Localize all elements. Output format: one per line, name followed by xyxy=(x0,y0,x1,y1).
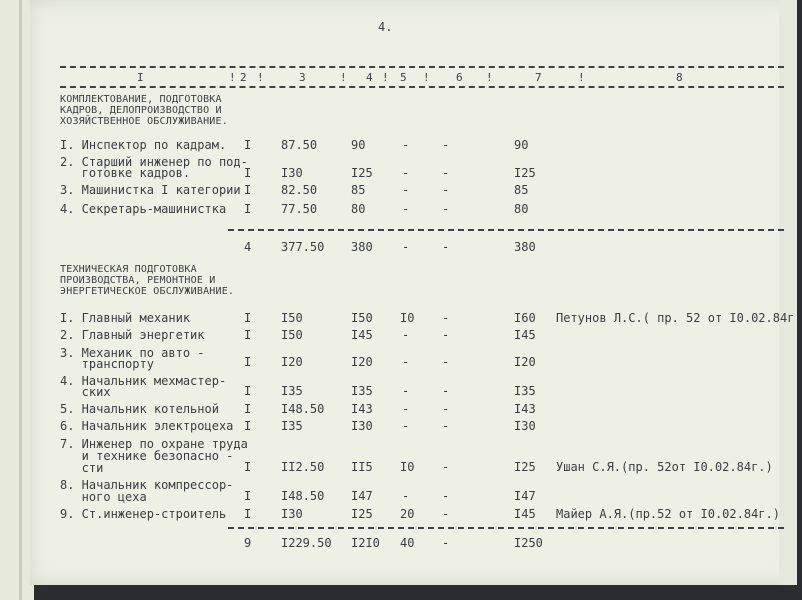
row-name: 4. Начальник мехмастер- xyxy=(60,374,227,388)
cell-c6: - xyxy=(442,384,450,398)
cell-c4: I30 xyxy=(351,419,373,433)
header-col-separator: ! xyxy=(382,71,389,84)
row-name: 3. Механик по авто - xyxy=(60,346,205,360)
section2-title-line: ЭНЕРГЕТИЧЕСКОЕ ОБСЛУЖИВАНИЕ. xyxy=(60,286,235,297)
page-number: 4. xyxy=(378,20,393,34)
cell-c2: I xyxy=(244,355,252,369)
cell-c3: I48.50 xyxy=(281,489,325,503)
total-c4: 380 xyxy=(351,240,373,254)
cell-c3: I30 xyxy=(281,166,303,180)
row-name: 7. Инженер по охране труда xyxy=(60,437,248,451)
cell-c6: - xyxy=(442,489,450,503)
row-name: 6. Начальник электроцеха xyxy=(60,419,234,433)
cell-c7: 80 xyxy=(514,202,529,216)
cell-c5: I0 xyxy=(400,311,415,325)
cell-c2: I xyxy=(244,489,252,503)
total-c3: 377.50 xyxy=(281,240,325,254)
cell-c3: I30 xyxy=(281,507,303,521)
row-name: I. Главный механик xyxy=(60,311,191,325)
cell-c5: - xyxy=(402,328,410,342)
total-c3: I229.50 xyxy=(281,536,332,550)
cell-c7: 90 xyxy=(514,138,529,152)
cell-c6: - xyxy=(442,183,450,197)
header-col-separator: ! xyxy=(340,71,347,84)
row-name: 8. Начальник компрессор- xyxy=(60,478,234,492)
cell-c4: I47 xyxy=(351,489,373,503)
cell-c4: I35 xyxy=(351,384,373,398)
header-bottom-rule xyxy=(60,86,784,88)
cell-c5: 20 xyxy=(400,507,415,521)
total-c7: I250 xyxy=(514,536,543,550)
page-binding-line xyxy=(19,0,22,600)
cell-c6: - xyxy=(442,419,450,433)
cell-c2: I xyxy=(244,507,252,521)
row-name: 2. Старший инженер по под- xyxy=(60,155,248,169)
left-page-edge xyxy=(0,0,34,600)
total-c2: 4 xyxy=(244,240,252,254)
row-name: 9. Ст.инженер-строитель xyxy=(60,507,227,521)
row-name-cont: транспорту xyxy=(60,357,154,371)
cell-c7: 85 xyxy=(514,183,529,197)
header-col-separator: ! xyxy=(229,71,236,84)
cell-c5: - xyxy=(402,138,410,152)
cell-c3: I20 xyxy=(281,355,303,369)
col-header-5: 5 xyxy=(400,71,407,84)
cell-c3: 87.50 xyxy=(281,138,318,152)
cell-c5: - xyxy=(402,489,410,503)
cell-c2: I xyxy=(244,419,252,433)
cell-c5: - xyxy=(402,419,410,433)
cell-c5: - xyxy=(402,202,410,216)
section2-title-line: ПРОИЗВОДСТВА, РЕМОНТНОЕ И xyxy=(60,275,216,286)
section1-total-rule xyxy=(228,229,784,231)
header-col-separator: ! xyxy=(423,71,430,84)
total-c4: I2I0 xyxy=(351,536,380,550)
row-name-cont: сти xyxy=(60,461,104,475)
row-name-cont: готовке кадров. xyxy=(60,166,191,180)
cell-c4: I20 xyxy=(351,355,373,369)
cell-c3: I50 xyxy=(281,328,303,342)
cell-c2: I xyxy=(244,202,252,216)
cell-c4: I43 xyxy=(351,402,373,416)
row-name: 3. Машинистка I категории xyxy=(60,183,241,197)
cell-c4: 80 xyxy=(351,202,366,216)
total-c2: 9 xyxy=(244,536,252,550)
cell-c8-note: Майер А.Я.(пр.52 от I0.02.84г.) xyxy=(556,507,780,521)
cell-c6: - xyxy=(442,202,450,216)
cell-c2: I xyxy=(244,311,252,325)
row-name: 5. Начальник котельной xyxy=(60,402,219,416)
cell-c5: - xyxy=(402,384,410,398)
cell-c3: 77.50 xyxy=(281,202,318,216)
section1-title-line: КОМПЛЕКТОВАНИЕ, ПОДГОТОВКА xyxy=(60,94,222,105)
cell-c8-note: Ушан С.Я.(пр. 52от I0.02.84г.) xyxy=(556,460,773,474)
cell-c2: I xyxy=(244,166,252,180)
cell-c7: I45 xyxy=(514,328,536,342)
col-header-2: 2 xyxy=(240,71,247,84)
cell-c7: I47 xyxy=(514,489,536,503)
section2-title-line: ТЕХНИЧЕСКАЯ ПОДГОТОВКА xyxy=(60,264,197,275)
row-name-cont: ного цеха xyxy=(60,490,147,504)
cell-c4: I25 xyxy=(351,507,373,521)
cell-c3: I50 xyxy=(281,311,303,325)
total-c6: - xyxy=(442,536,450,550)
row-name-cont: и технике безопасно - xyxy=(60,449,234,463)
col-header-8: 8 xyxy=(676,71,683,84)
header-top-rule xyxy=(60,66,784,68)
section1-title-line: ХОЗЯЙСТВЕННОЕ ОБСЛУЖИВАНИЕ. xyxy=(60,116,228,127)
cell-c5: - xyxy=(402,402,410,416)
cell-c6: - xyxy=(442,402,450,416)
cell-c6: - xyxy=(442,507,450,521)
cell-c2: I xyxy=(244,402,252,416)
cell-c2: I xyxy=(244,460,252,474)
cell-c4: 90 xyxy=(351,138,366,152)
cell-c8-note: Петунов Л.С.( пр. 52 от I0.02.84г xyxy=(556,311,795,325)
col-header-4: 4 xyxy=(366,71,373,84)
cell-c7: I43 xyxy=(514,402,536,416)
cell-c6: - xyxy=(442,355,450,369)
row-name-cont: ских xyxy=(60,385,111,399)
cell-c6: - xyxy=(442,460,450,474)
cell-c3: I35 xyxy=(281,384,303,398)
cell-c5: - xyxy=(402,183,410,197)
cell-c7: I25 xyxy=(514,460,536,474)
cell-c3: I35 xyxy=(281,419,303,433)
cell-c2: I xyxy=(244,138,252,152)
cell-c4: I45 xyxy=(351,328,373,342)
cell-c7: I45 xyxy=(514,507,536,521)
total-c5: 40 xyxy=(400,536,415,550)
cell-c7: I30 xyxy=(514,419,536,433)
header-col-separator: ! xyxy=(486,71,493,84)
cell-c7: I60 xyxy=(514,311,536,325)
cell-c3: I48.50 xyxy=(281,402,325,416)
section1-title-line: КАДРОВ, ДЕЛОПРОИЗВОДСТВО И xyxy=(60,105,222,116)
header-col-separator: ! xyxy=(257,71,264,84)
cell-c7: I25 xyxy=(514,166,536,180)
cell-c3: 82.50 xyxy=(281,183,318,197)
col-header-7: 7 xyxy=(535,71,542,84)
total-c6: - xyxy=(442,240,450,254)
cell-c3: II2.50 xyxy=(281,460,325,474)
row-name: 2. Главный энергетик xyxy=(60,328,205,342)
total-c7: 380 xyxy=(514,240,536,254)
cell-c4: II5 xyxy=(351,460,373,474)
cell-c5: - xyxy=(402,355,410,369)
cell-c4: I25 xyxy=(351,166,373,180)
cell-c7: I35 xyxy=(514,384,536,398)
total-c5: - xyxy=(402,240,410,254)
row-name: 4. Секретарь-машинистка xyxy=(60,202,227,216)
cell-c6: - xyxy=(442,328,450,342)
cell-c2: I xyxy=(244,328,252,342)
col-header-1: I xyxy=(137,71,144,84)
cell-c2: I xyxy=(244,183,252,197)
header-col-separator: ! xyxy=(578,71,585,84)
cell-c2: I xyxy=(244,384,252,398)
cell-c6: - xyxy=(442,138,450,152)
cell-c5: - xyxy=(402,166,410,180)
col-header-6: 6 xyxy=(456,71,463,84)
cell-c6: - xyxy=(442,311,450,325)
cell-c7: I20 xyxy=(514,355,536,369)
cell-c4: I50 xyxy=(351,311,373,325)
cell-c5: I0 xyxy=(400,460,415,474)
row-name: I. Инспектор по кадрам. xyxy=(60,138,227,152)
cell-c6: - xyxy=(442,166,450,180)
section2-total-rule xyxy=(228,527,784,529)
col-header-3: 3 xyxy=(299,71,306,84)
cell-c4: 85 xyxy=(351,183,366,197)
